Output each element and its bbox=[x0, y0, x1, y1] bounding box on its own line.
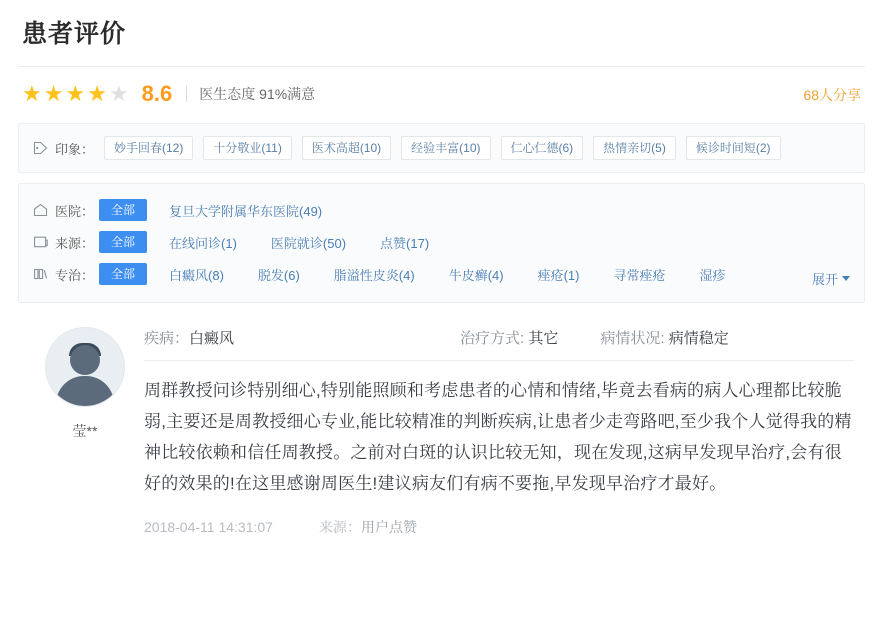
specialty-links bbox=[169, 265, 725, 284]
meta-status-label: 病情状况: bbox=[600, 330, 665, 347]
page-title: 患者评价 bbox=[22, 20, 127, 48]
hospital-label: 医院： bbox=[55, 203, 95, 219]
meta-status bbox=[600, 327, 728, 348]
source-all-chip[interactable]: 全部 bbox=[99, 231, 147, 253]
filter-link-specialty-2[interactable]: 脂溢性皮炎(4) bbox=[333, 267, 415, 283]
score-row bbox=[0, 67, 883, 123]
impression-tag[interactable]: 热情亲切(5) bbox=[593, 136, 676, 160]
source-label-group bbox=[33, 233, 99, 252]
star-3: ★ bbox=[65, 81, 87, 106]
tag-icon bbox=[33, 141, 48, 155]
filter-link-hospital-0[interactable]: 复旦大学附属华东医院(49) bbox=[169, 203, 323, 219]
review-footer bbox=[144, 517, 855, 537]
filter-link-specialty-4[interactable]: 痤疮(1) bbox=[537, 267, 580, 283]
hospital-all-chip[interactable]: 全部 bbox=[99, 199, 147, 221]
avatar bbox=[45, 327, 125, 407]
filters-panel bbox=[18, 183, 865, 303]
meta-status-value: 病情稳定 bbox=[668, 330, 729, 347]
source-label: 来源： bbox=[55, 235, 95, 251]
meta-treatment-value: 其它 bbox=[528, 330, 559, 347]
share-count[interactable]: 68人分享 bbox=[803, 87, 861, 103]
impression-tag[interactable]: 候诊时间短(2) bbox=[686, 136, 781, 160]
impression-tag[interactable]: 经验丰富(10) bbox=[401, 136, 490, 160]
specialty-all-chip[interactable]: 全部 bbox=[99, 263, 147, 285]
attitude-label: 医生态度 91%满意 bbox=[199, 86, 316, 102]
impression-panel bbox=[18, 123, 865, 173]
hospital-icon bbox=[33, 203, 48, 217]
star-4: ★ bbox=[87, 81, 108, 106]
chevron-down-icon bbox=[842, 276, 850, 281]
specialty-icon bbox=[33, 267, 48, 281]
filter-link-source-0[interactable]: 在线问诊(1) bbox=[169, 235, 237, 251]
source-icon bbox=[33, 235, 48, 249]
avatar-body bbox=[56, 376, 114, 407]
impression-tag[interactable]: 仁心仁德(6) bbox=[501, 136, 584, 160]
meta-treatment bbox=[460, 327, 558, 348]
impression-label: 印象： bbox=[55, 141, 95, 157]
hospital-label-group bbox=[33, 201, 99, 220]
review-source-value: 用户点赞 bbox=[360, 519, 417, 535]
meta-disease bbox=[144, 327, 234, 348]
expand-label: 展开 bbox=[811, 272, 838, 287]
source-links bbox=[169, 233, 429, 252]
filter-link-specialty-5[interactable]: 寻常痤疮 bbox=[613, 267, 666, 283]
impression-tag[interactable]: 妙手回春(12) bbox=[104, 136, 193, 160]
title-row bbox=[0, 0, 883, 60]
filter-row-source bbox=[33, 226, 850, 258]
star-2: ★ bbox=[43, 81, 65, 106]
review-item bbox=[0, 303, 883, 537]
panel-spacer bbox=[0, 173, 883, 183]
review-content bbox=[144, 327, 861, 537]
score-separator bbox=[186, 86, 187, 102]
review-source-label: 来源： bbox=[318, 519, 361, 535]
rating-stars bbox=[22, 83, 130, 105]
filter-link-specialty-3[interactable]: 牛皮癣(4) bbox=[448, 267, 504, 283]
review-meta-row bbox=[144, 327, 855, 361]
impression-tag[interactable]: 医术高超(10) bbox=[302, 136, 391, 160]
filter-row-specialty bbox=[33, 258, 850, 290]
impression-label-group bbox=[33, 139, 94, 158]
expand-button[interactable] bbox=[812, 269, 850, 288]
review-timestamp: 2018-04-11 14:31:07 bbox=[144, 519, 273, 535]
meta-treatment-label: 治疗方式: bbox=[460, 330, 525, 347]
specialty-label-group bbox=[33, 265, 99, 284]
filter-link-specialty-0[interactable]: 白癜风(8) bbox=[169, 267, 224, 283]
impression-tag[interactable]: 十分敬业(11) bbox=[203, 136, 291, 160]
specialty-label: 专治： bbox=[55, 267, 95, 283]
hospital-links bbox=[169, 201, 322, 220]
score-value: 8.6 bbox=[141, 81, 173, 106]
review-text: 周群教授问诊特别细心,特别能照顾和考虑患者的心情和情绪,毕竟去看病的病人心理都比较脆弱,主要还是周教授细心专业,能比较精准的判断疾病,让患者少走弯路吧,至少我个人觉得我的精神比较依赖和信任周教授。之前对白斑的认识比较无知，现在发现,这病早发现早治疗,会有很好的效果的!在这里感谢周医生!建议病友们有病不要拖,早发现早治疗才最好。 bbox=[144, 381, 852, 493]
filter-row-hospital bbox=[33, 194, 850, 226]
avatar-head bbox=[70, 345, 100, 375]
filter-link-specialty-6[interactable]: 湿疹 bbox=[699, 267, 726, 283]
review-avatar-column bbox=[26, 327, 144, 537]
meta-disease-label: 疾病： bbox=[144, 330, 190, 347]
star-1: ★ bbox=[22, 81, 43, 106]
filter-link-source-2[interactable]: 点赞(17) bbox=[380, 235, 430, 251]
filter-link-specialty-1[interactable]: 脱发(6) bbox=[257, 267, 300, 283]
reviewer-name: 莹** bbox=[72, 423, 98, 439]
filter-link-source-1[interactable]: 医院就诊(50) bbox=[270, 235, 347, 251]
meta-disease-value: 白癜风 bbox=[189, 330, 235, 347]
star-5: ★ bbox=[108, 81, 130, 106]
